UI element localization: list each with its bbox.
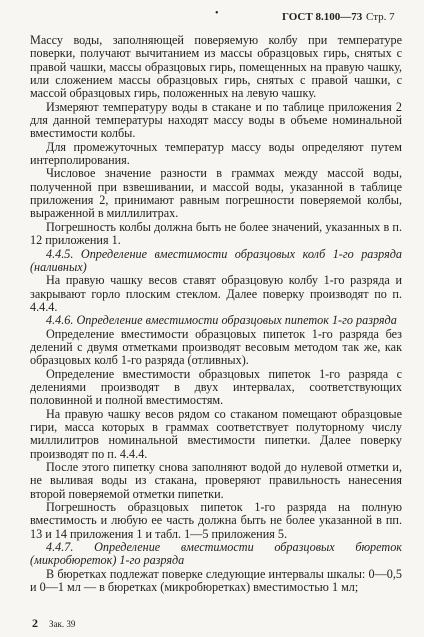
paragraph: Определение вместимости образцовых пипеток 1-го разряда с делениями производят в двух интервалах, соответствующих половинной и полной вместимостям. — [30, 366, 402, 408]
order-number: Зак. 39 — [49, 619, 76, 629]
paragraph: В бюретках подлежат поверке следующие интервалы шкалы: 0—0,5 и 0—1 мл — в бюретках (микробюретках) вместимостью 1 мл; — [30, 566, 402, 595]
paragraph: Измеряют температуру воды в стакане и по таблице приложения 2 для данной температуры находят массу воды в объеме номинальной вместимости колбы. — [30, 99, 402, 141]
paragraph: Массу воды, заполняющей поверяемую колбу при температуре поверки, получают вычитанием из массы образцовых гирь, снятых с правой чашки, массы образцовых гирь, помещенных на правую чашку, или сложением массы образцовых гирь, снятых с правой чашки, с массой образцовых гирь, положенных на левую чашку. — [30, 33, 402, 101]
header-mark: • — [215, 8, 219, 19]
section-heading: 4.4.7. Определение вместимости образцовых бюреток (микробюреток) 1-го разряда — [30, 540, 402, 568]
section-heading: 4.4.6. Определение вместимости образцовых пипеток 1-го разряда — [46, 313, 397, 328]
paragraph: Числовое значение разности в граммах между массой воды, полученной при взвешивании, и массой воды, указанной в таблице приложения 2, принимают равным погрешности поверяемой колбы, выраженной в миллилитрах. — [30, 166, 402, 221]
paragraph: На правую чашку весов ставят образцовую колбу 1-го разряда и закрывают горло плоским стеклом. Далее поверку производят по п. 4.4.4. — [30, 273, 402, 314]
paragraph: После этого пипетку снова заполняют водой до нулевой отметки и, не выливая воды из стакана, проверяют правильность нанесения второй поверяемой отметки пипетки. — [30, 460, 402, 501]
page-header — [0, 8, 424, 30]
page-footer — [32, 616, 75, 631]
paragraph: Определение вместимости образцовых пипеток 1-го разряда без делений с двумя отметками производят весовым методом так же, как образцовых колб 1-го разряда (отливных). — [30, 326, 402, 368]
paragraph: Погрешность колбы должна быть не более значений, указанных в п. 12 приложения 1. — [30, 219, 402, 248]
page-label: Стр. 7 — [366, 11, 395, 23]
standard-number: ГОСТ 8.100—73 — [282, 11, 363, 23]
page-number: 2 — [32, 616, 38, 630]
paragraph: На правую чашку весов рядом со стаканом помещают образцовые гири, масса которых в граммах соответствует полуторному числу миллилитров номинальной вместимости пипетки. Далее поверку производят по п. 4.4.4. — [30, 406, 402, 461]
paragraph: Для промежуточных температур массу воды определяют путем интерполирования. — [30, 139, 402, 168]
document-body — [30, 34, 402, 594]
section-heading: 4.4.5. Определение вместимости образцовых колб 1-го разряда (наливных) — [30, 246, 402, 274]
paragraph: Погрешность образцовых пипеток 1-го разряда на полную вместимость и любую ее часть должна быть не более указанной в пп. 13 и 14 приложения 1 и табл. 1—5 приложения 5. — [30, 500, 402, 541]
